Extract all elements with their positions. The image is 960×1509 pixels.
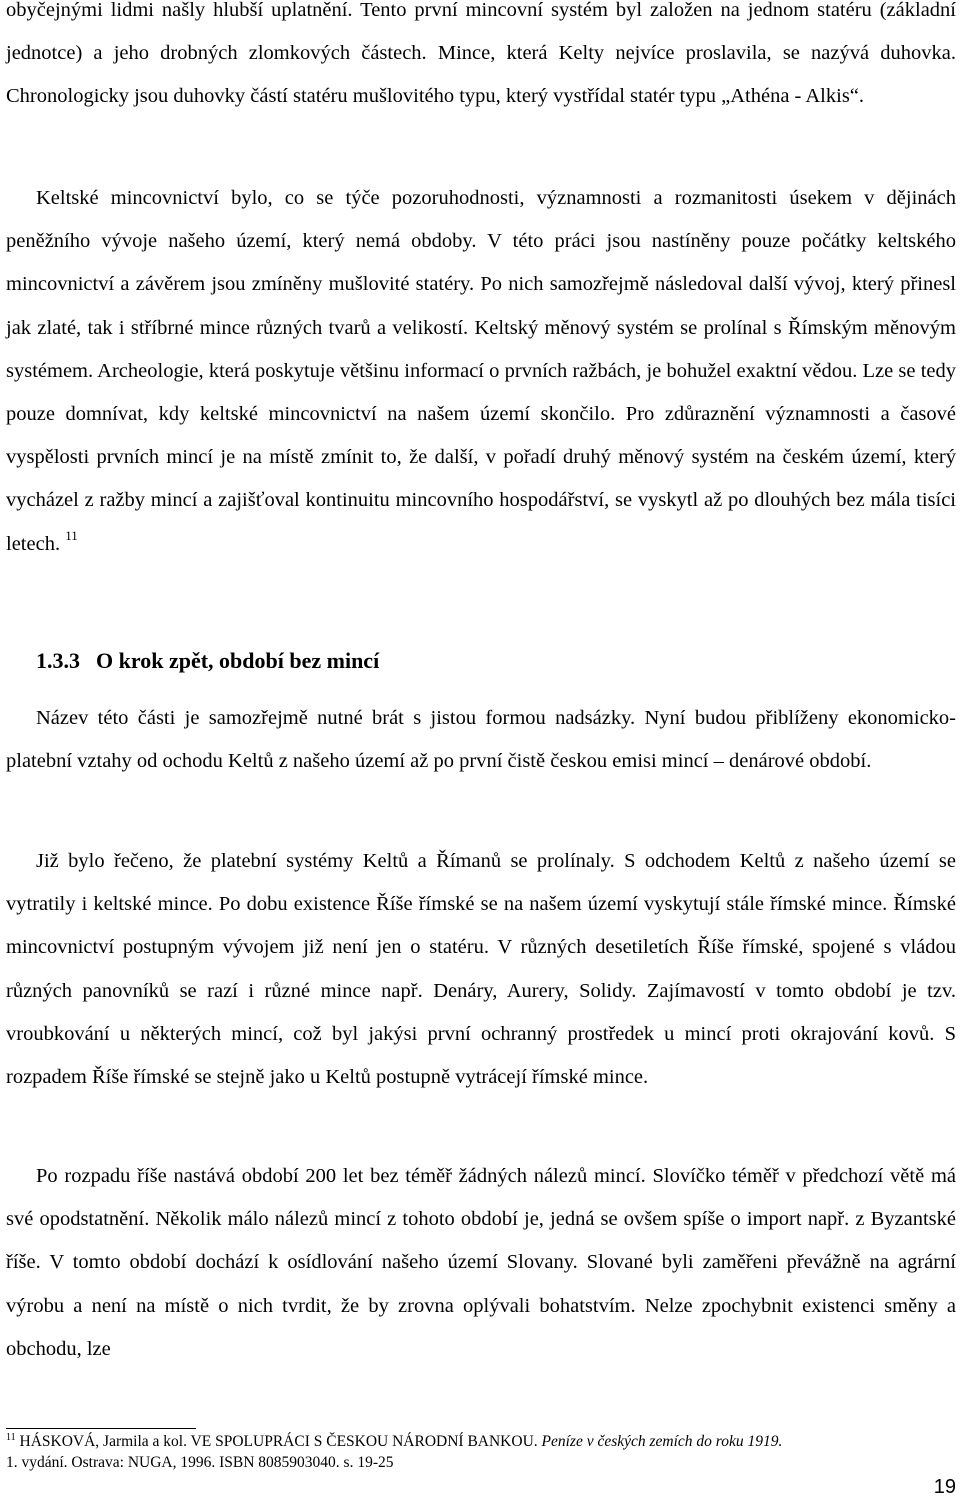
- paragraph-platebni-systemy: Již bylo řečeno, že platební systémy Keltů a Římanů se prolínaly. S odchodem Keltů z našeho území se vytratily i keltské mince. Po dobu existence Říše římské se na našem území vyskytují stále římské mince. Římské mincovnictví postupným vývojem již není jen o statéru. V různých desetiletích Říše římské, spojené s vládou různých panovníků se razí i různé mince např. Denáry, Aurery, Solidy. Zajímavostí v tomto období je tzv. vroubkování u některých mincí, což byl jakýsi první ochranný prostředek u mincí proti okrajování kovů. S rozpadem Říše římské se stejně jako u Keltů postupně vytrácejí římské mince.: [6, 850, 956, 1089]
- paragraph-continuation: obyčejnými lidmi našly hlubší uplatnění. Tento první mincovní systém byl založen na jednom statéru (základní jednotce) a jeho drobných zlomkových částech. Mince, která Kelty nejvíce proslavila, se nazývá duhovka. Chronologicky jsou duhovky částí statéru mušlovitého typu, který vystřídal statér typu „Athéna - Alkis“.: [6, 0, 956, 108]
- page-number: 19: [933, 1476, 956, 1498]
- footnote-title: Peníze v českých zemích do roku 1919.: [541, 1433, 783, 1450]
- section-number: 1.3.3: [36, 648, 80, 673]
- paragraph-nazev-casti: Název této části je samozřejmě nutné brát s jistou formou nadsázky. Nyní budou přiblíženy ekonomicko-platební vztahy od ochodu Keltů z našeho území až po první čistě českou emisi mincí – denárové období.: [6, 707, 956, 773]
- section-heading: [36, 639, 379, 682]
- footnote-authors: HÁSKOVÁ, Jarmila a kol. VE SPOLUPRÁCI S ČESKOU NÁRODNÍ BANKOU.: [19, 1433, 538, 1450]
- paragraph-keltske-mincovnictvi: Keltské mincovnictví bylo, co se týče pozoruhodnosti, významnosti a rozmanitosti úsekem v dějinách peněžního vývoje našeho území, který nemá obdoby. V této práci jsou nastíněny pouze počátky keltského mincovnictví a závěrem jsou zmíněny mušlovité statéry. Po nich samozřejmě následoval další vývoj, který přinesl jak zlaté, tak i stříbrné mince různých tvarů a velikostí. Keltský měnový systém se prolínal s Římským měnovým systémem. Archeologie, která poskytuje většinu informací o prvních ražbách, je bohužel exaktní vědou. Lze se tedy pouze domnívat, kdy keltské mincovnictví na našem území skončilo. Pro zdůraznění významnosti a časové vyspělosti prvních mincí je na místě zmínit to, že další, v pořadí druhý měnový systém na českém území, který vycházel z ražby mincí a zajišťoval kontinuitu mincovního hospodářství, se vyskytl až po dlouhých bez mála tisíci letech. $^{11}$: [6, 187, 956, 555]
- section-title: O krok zpět, období bez mincí: [96, 648, 380, 673]
- footnote: [6, 1431, 956, 1473]
- footnote-number: 11: [6, 1432, 16, 1443]
- footnote-details: 1. vydání. Ostrava: NUGA, 1996. ISBN 8085903040. s. 19-25: [6, 1454, 394, 1471]
- paragraph-rozpad-rise: Po rozpadu říše nastává období 200 let bez téměř žádných nálezů mincí. Slovíčko téměř v předchozí větě má své opodstatnění. Několik málo nálezů mincí z tohoto období je, jedná se ovšem spíše o import např. z Byzantské říše. V tomto období dochází k osídlování našeho území Slovany. Slované byli zaměřeni převážně na agrární výrobu a není na místě o nich tvrdit, že by zrovna oplývali bohatstvím. Nelze zpochybnit existenci směny a obchodu, lze: [6, 1165, 956, 1360]
- footnote-separator: [6, 1428, 196, 1429]
- footnote-reference[interactable]: 11: [65, 527, 78, 543]
